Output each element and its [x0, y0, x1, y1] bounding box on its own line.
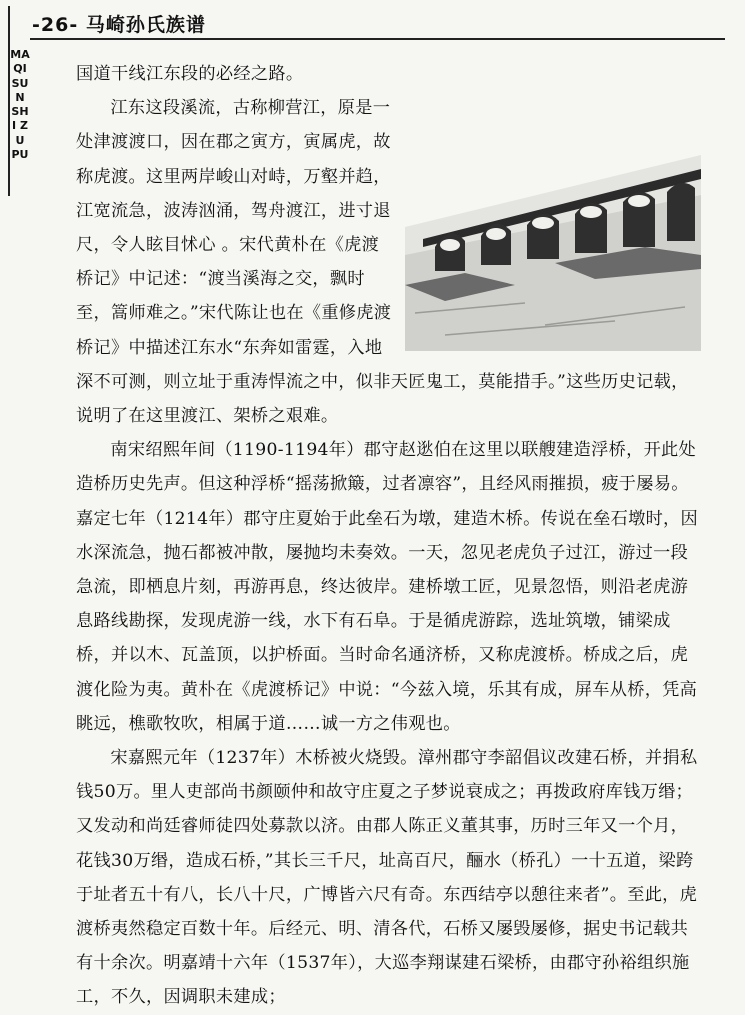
bridge-photo [405, 135, 701, 351]
header-rule [30, 38, 725, 40]
body-text [76, 57, 701, 1015]
book-title: 马崎孙氏族谱 [85, 14, 206, 36]
paragraph: 宋嘉熙元年（1237年）木桥被火烧毁。漳州郡守李韶倡议改建石桥，并捐私钱50万。里人吏部尚书颜颐仲和故守庄夏之子梦说衰成之；再拨政府库钱万缗；又发动和尚廷睿师徒四处募款以济。由郡人陈正义董其事，历时三年又一个月，花钱30万缗，造成石桥，”其长三千尺，址高百尺，酾水（桥孔）一十五道，梁跨于址者五十有八，长八十尺，广博皆六尺有奇。东西结亭以憩往来者”。至此，虎渡桥夷然稳定百数十年。后经元、明、清各代，石桥又屡毁屡修，据史书记载共有十余次。明嘉靖十六年（1537年），大巡李翔谋建石梁桥，由郡守孙裕组织施工，不久，因调职未建成； [76, 748, 698, 1008]
page-number: -26- [32, 14, 79, 36]
paragraph: 江东这段溪流，古称柳营江，原是一处津渡渡口，因在郡之寅方，寅属虎，故称虎渡。这里两岸峻山对峙，万壑并趋，江宽流急，波涛汹涌，驾舟渡江，进寸退尺，令人眩目怵心 。宋代黄朴在《虎渡桥记》中记述：“渡当溪海之交，飘时至，篙师难之。”宋代陈让也在《重修虎渡桥记》中描述江东水“东奔如雷霆，入地深不可测，则立址于重涛悍流之中，似非天匠鬼工，莫能措手。”这些历史记载，说明了在这里渡江、架桥之艰难。 [76, 98, 689, 427]
paragraph: 国道干线江东段的必经之路。 [76, 64, 304, 84]
side-label: MA QI SUN SHI ZU PU [10, 48, 30, 162]
bridge-illustration [405, 135, 701, 351]
page-header [20, 6, 725, 40]
running-head [32, 10, 206, 37]
paragraph: 南宋绍熙年间（1190-1194年）郡守赵逖伯在这里以联艘建造浮桥，开此处造桥历史先声。但这种浮桥“摇荡掀簸，过者凛容”，且经风雨摧损，疲于屡易。嘉定七年（1214年）郡守庄夏始于此垒石为墩，建造木桥。传说在垒石墩时，因水深流急，抛石都被冲散，屡抛均未奏效。一天，忽见老虎负子过江，游过一段急流，即栖息片刻，再游再息，终达彼岸。建桥墩工匠，见景忽悟，则沿老虎游息路线勘探，发现虎游一线，水下有石阜。于是循虎游踪，选址筑墩，铺梁成桥，并以木、瓦盖顶，以护桥面。当时命名通济桥，又称虎渡桥。桥成之后，虎渡化险为夷。黄朴在《虎渡桥记》中说：“今兹入境，乐其有成，屏车从桥，凭高眺远，樵歌牧吹，相属于道……诚一方之伟观也。 [76, 440, 699, 734]
